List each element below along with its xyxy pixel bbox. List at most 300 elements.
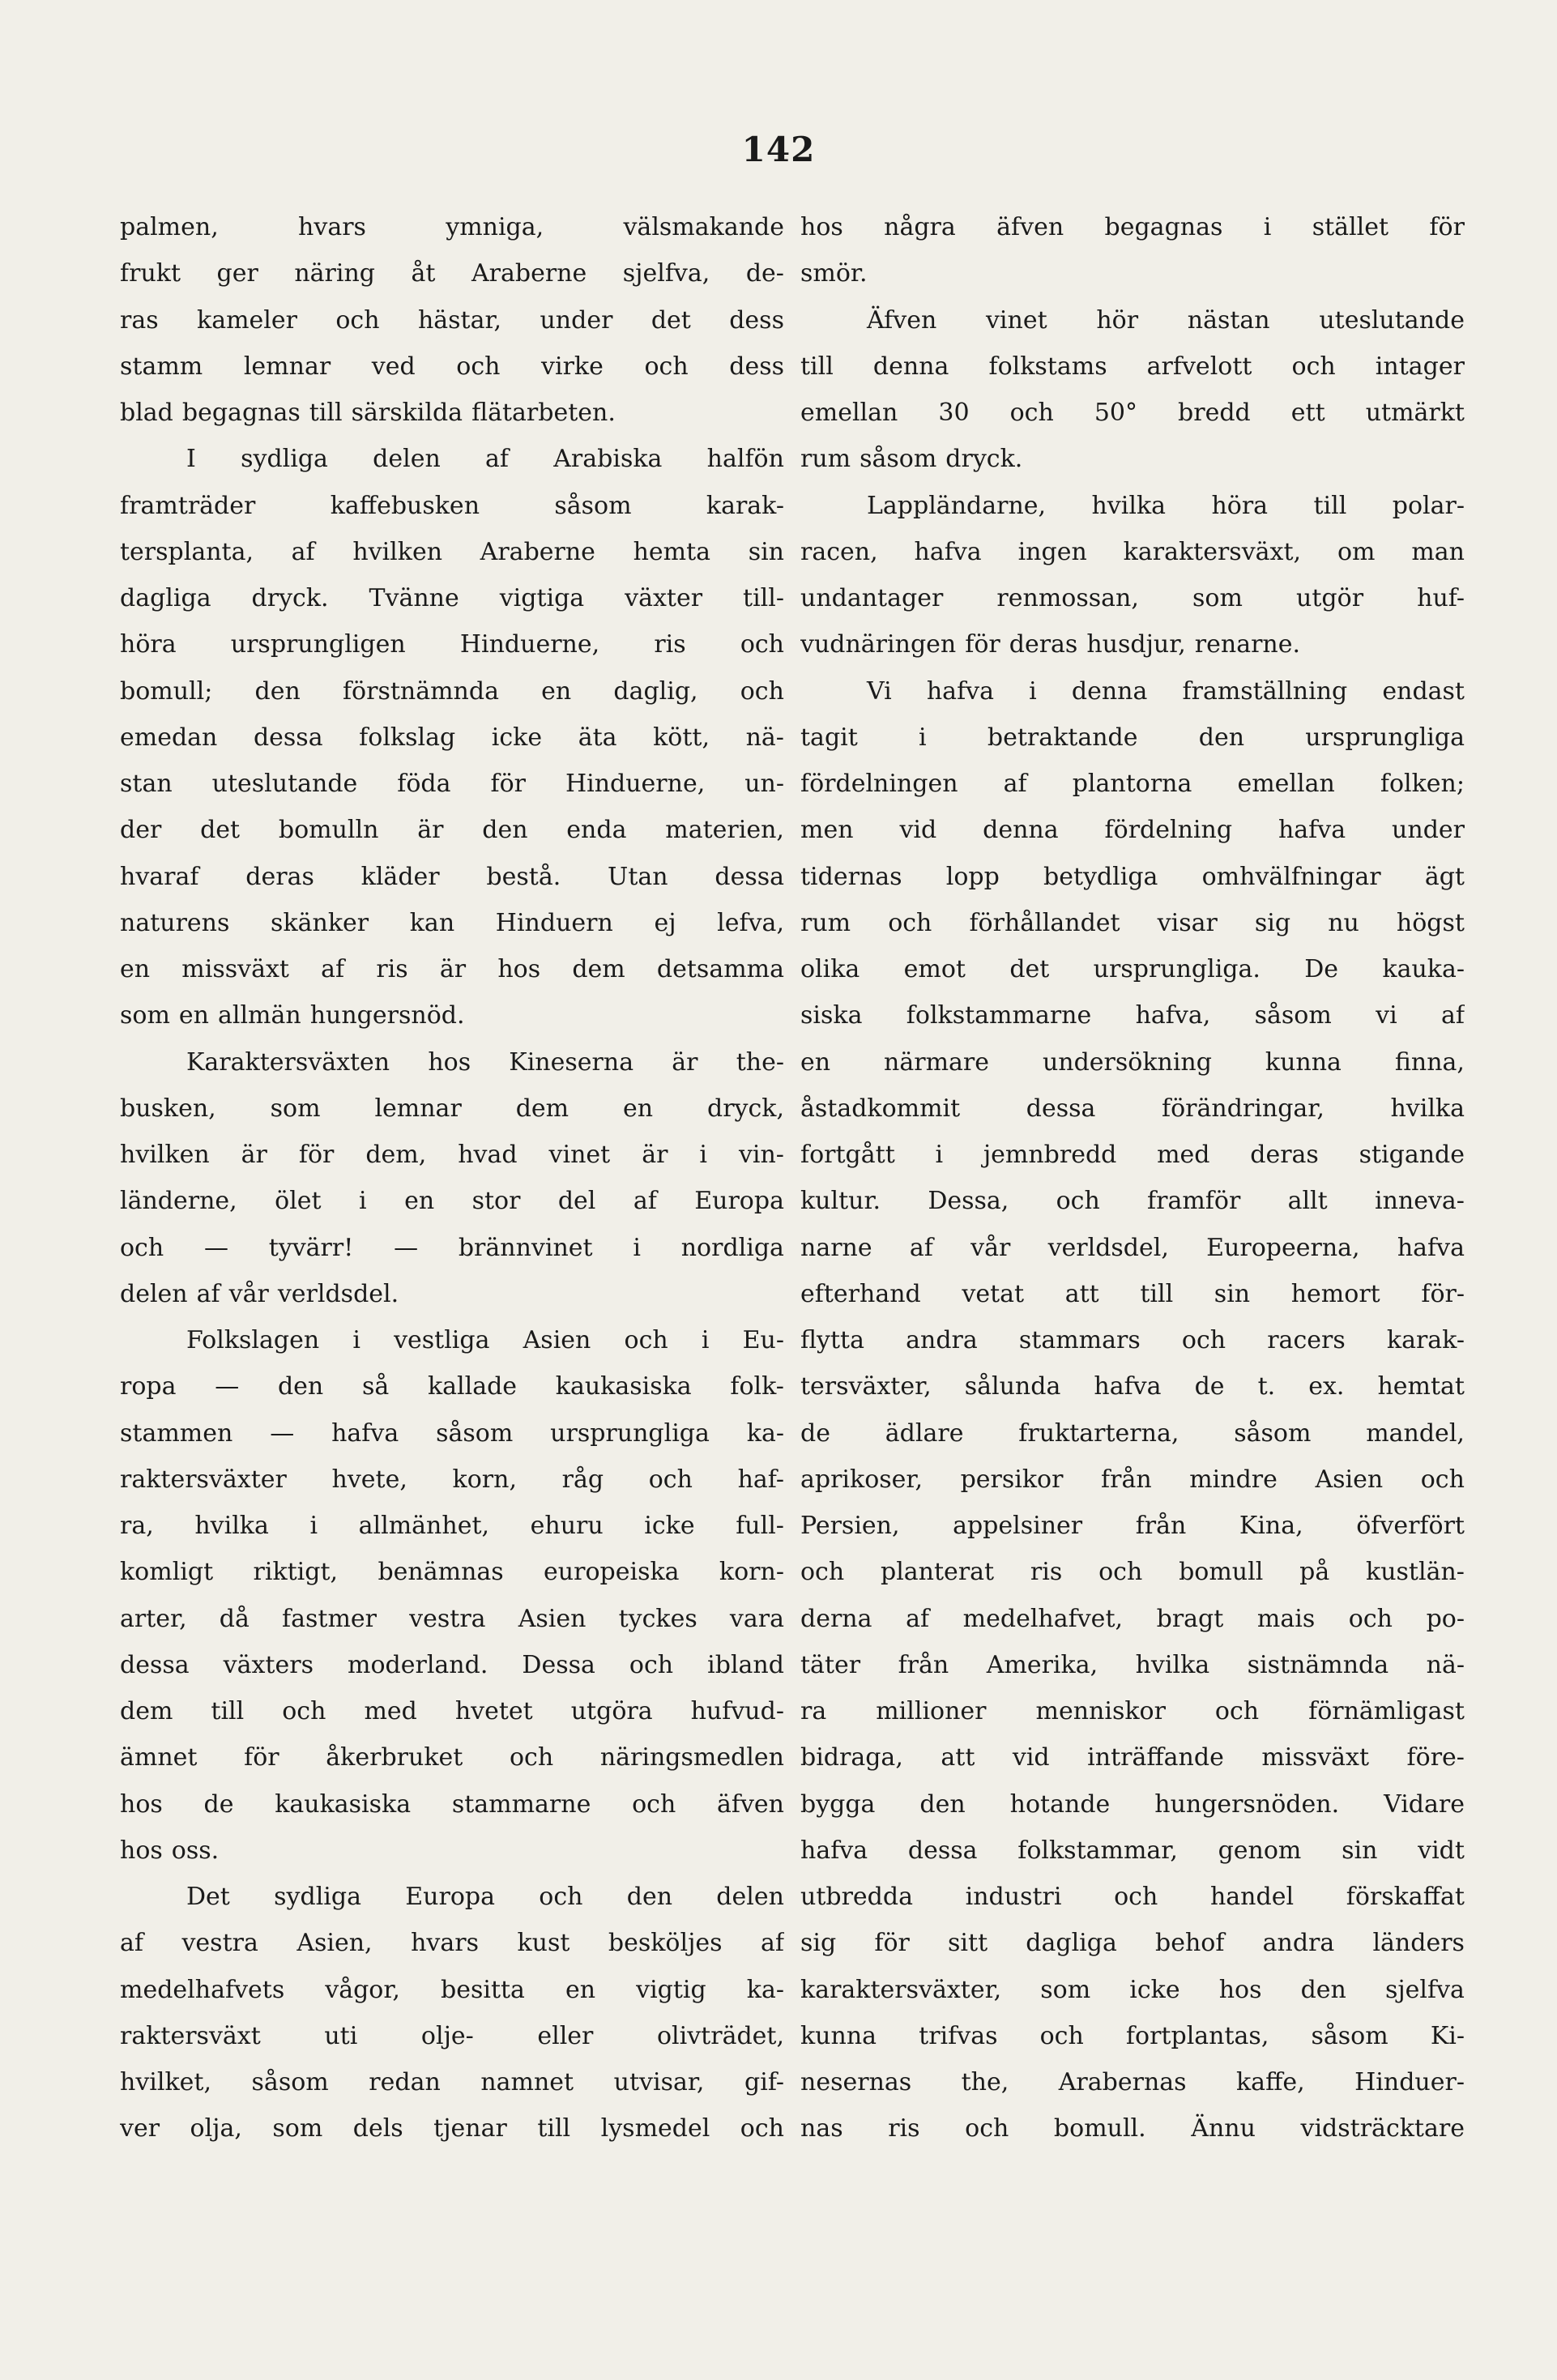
word: rum [800, 445, 851, 474]
word: folkslag [359, 723, 456, 752]
word: uteslutande [1319, 305, 1465, 335]
word: benämnas [378, 1558, 504, 1587]
word: hafva [800, 1836, 868, 1865]
word: är [642, 1141, 668, 1169]
word: hvilka [194, 1512, 269, 1540]
word: efterhand [800, 1279, 921, 1308]
word: Arabiska [553, 445, 663, 474]
word: korn, [452, 1465, 517, 1494]
word: Ki- [1430, 2021, 1465, 2050]
word: en [541, 676, 572, 706]
word: dryck. [945, 445, 1023, 474]
word: Hinduer- [1354, 2068, 1465, 2096]
word: hafva [1397, 1233, 1465, 1262]
word: af [760, 1929, 784, 1958]
word: medelhafvet, [962, 1604, 1124, 1633]
word: så [361, 1372, 390, 1401]
word: ölet [275, 1187, 322, 1216]
word: detsamma [656, 955, 784, 983]
word: siska [800, 1001, 863, 1030]
word: undantager [800, 584, 944, 612]
word: till [1140, 1279, 1174, 1308]
word: Kina, [1239, 1512, 1303, 1540]
word: fortgått [800, 1141, 895, 1169]
word: är [439, 955, 467, 983]
word: folkstammar, [1017, 1836, 1178, 1865]
word: och [888, 908, 932, 937]
word: bragt [1156, 1604, 1224, 1633]
word: det [651, 305, 691, 335]
word: och [1214, 1697, 1260, 1725]
word: ursprungliga [1305, 723, 1465, 752]
word: — [270, 1418, 295, 1448]
text-line [800, 1086, 1465, 1132]
word: lysmedel [600, 2114, 710, 2143]
text-line [120, 668, 784, 714]
word: ka- [746, 1975, 784, 2004]
word: jemnbredd [983, 1141, 1117, 1169]
word: såsom [1234, 1418, 1312, 1448]
word: fastmer [282, 1604, 378, 1633]
text-line [800, 1271, 1465, 1317]
word: och [335, 305, 380, 335]
word: daglig, [613, 676, 698, 706]
word: som [120, 1001, 170, 1030]
word: Araberne [471, 259, 587, 288]
word: en [178, 1001, 209, 1030]
word: dem, [365, 1141, 427, 1169]
word: — [215, 1372, 240, 1401]
word: denna [1071, 676, 1148, 706]
text-line [120, 1642, 784, 1688]
word: hvete, [331, 1465, 407, 1494]
word: till [1313, 491, 1347, 520]
word: och [1420, 1465, 1465, 1494]
word: med [1157, 1141, 1210, 1169]
word: hvilka [1135, 1650, 1210, 1679]
word: såsom [1254, 1001, 1332, 1030]
word: hvilket, [120, 2068, 211, 2096]
word: kaukasiska [275, 1789, 412, 1819]
word: nu [1328, 908, 1359, 937]
word: hvilka [1390, 1094, 1465, 1123]
word: af [909, 1233, 933, 1262]
word: emellan [800, 399, 898, 427]
text-line [120, 436, 784, 482]
word: högst [1396, 908, 1465, 937]
text-line [800, 390, 1465, 436]
word: vin- [738, 1141, 784, 1169]
text-line [800, 1457, 1465, 1503]
word: hafva [1094, 1372, 1162, 1401]
word: undersökning [1042, 1047, 1212, 1077]
word: och [120, 1233, 164, 1262]
word: dem [120, 1697, 173, 1725]
text-line [120, 1317, 784, 1363]
word: ursprungligen [230, 630, 406, 659]
word: förhållandet [969, 908, 1120, 937]
text-line [120, 1410, 784, 1457]
word: kött, [653, 723, 710, 752]
word: moderland. [348, 1650, 488, 1679]
word: vid [899, 816, 937, 845]
word: verldsdel. [277, 1279, 399, 1308]
word: haf- [737, 1465, 784, 1494]
word: hungersnöd. [309, 1001, 465, 1030]
word: korn- [719, 1558, 784, 1587]
word: sydliga [274, 1883, 361, 1911]
word: finna, [1394, 1047, 1465, 1077]
word: och [740, 676, 784, 706]
word: vestra [181, 1929, 258, 1958]
text-line [800, 297, 1465, 343]
word: po- [1426, 1604, 1465, 1633]
word: höra [1211, 491, 1269, 520]
word: ymniga, [446, 213, 544, 241]
word: för [1429, 213, 1465, 241]
word: utmärkt [1365, 399, 1465, 427]
word: blad [120, 399, 173, 427]
word: mandel, [1366, 1418, 1465, 1448]
text-line [800, 714, 1465, 761]
word: Hinduerne, [565, 770, 706, 798]
word: riktigt, [253, 1558, 339, 1587]
text-line [120, 1363, 784, 1410]
word: Folkslagen [186, 1326, 320, 1354]
word: af [1441, 1001, 1465, 1030]
text-line [120, 946, 784, 992]
word: i [309, 1512, 318, 1540]
text-line [800, 1178, 1465, 1224]
word: nesernas [800, 2068, 912, 2096]
text-line [800, 1874, 1465, 1920]
word: rum [800, 908, 851, 937]
word: i [633, 1233, 641, 1262]
word: enda [566, 816, 627, 845]
word: de- [745, 259, 784, 288]
word: till [309, 399, 343, 427]
word: karak- [1386, 1326, 1465, 1354]
word: hvilken [120, 1141, 210, 1169]
text-line [800, 1225, 1465, 1271]
word: framför [1147, 1187, 1241, 1216]
word: bredd [1178, 399, 1251, 427]
word: växter [625, 584, 703, 612]
text-line [120, 1688, 784, 1734]
word: Utan [608, 862, 668, 891]
word: emedan [120, 723, 218, 752]
word: t. [1257, 1372, 1276, 1401]
word: äfven [996, 213, 1064, 241]
text-line [800, 483, 1465, 529]
word: inträffande [1087, 1743, 1224, 1772]
word: näringsmedlen [599, 1743, 784, 1772]
word: såsom [1311, 2021, 1389, 2050]
word: Karaktersväxten [186, 1047, 390, 1077]
word: de [1194, 1372, 1225, 1401]
word: den [919, 1789, 966, 1819]
word: Äfven [867, 305, 937, 335]
word: en [404, 1187, 435, 1216]
word: gif- [744, 2068, 784, 2096]
text-line [800, 854, 1465, 900]
word: 50° [1094, 399, 1138, 427]
word: dess [729, 305, 784, 335]
word: utgöra [570, 1697, 653, 1725]
word: delen [716, 1883, 784, 1911]
word: deras [245, 862, 314, 891]
word: ras [120, 305, 159, 335]
word: sig [800, 1929, 837, 1958]
word: af [120, 1929, 143, 1958]
text-line [120, 1132, 784, 1178]
word: och [740, 630, 784, 659]
word: icke [644, 1512, 695, 1540]
word: hafva, [1135, 1001, 1211, 1030]
word: och [624, 1326, 668, 1354]
word: ursprungliga. [1093, 955, 1261, 983]
word: Asien [518, 1604, 587, 1633]
word: stammarne [451, 1789, 591, 1819]
text-line [800, 1688, 1465, 1734]
word: Amerika, [986, 1650, 1098, 1679]
word: allt [1287, 1187, 1328, 1216]
word: hör [1096, 305, 1139, 335]
word: mindre [1189, 1465, 1278, 1494]
text-line [800, 900, 1465, 946]
word: dessa [1026, 1094, 1096, 1123]
word: fördelningen [800, 770, 958, 798]
text-line [800, 2013, 1465, 2059]
word: Eu- [742, 1326, 784, 1354]
word: oss. [171, 1836, 220, 1865]
word: genom [1218, 1836, 1302, 1865]
word: karaktersväxt, [1123, 537, 1302, 566]
word: dess [729, 352, 784, 381]
word: förnämligast [1308, 1697, 1465, 1725]
word: kust [517, 1929, 570, 1958]
word: Vi [867, 676, 892, 706]
text-line [800, 1503, 1465, 1549]
word: karaktersväxter, [800, 1975, 1002, 2004]
word: vidt [1418, 1836, 1465, 1865]
word: hafva [331, 1418, 399, 1448]
word: i [699, 1141, 707, 1169]
word: på [1299, 1558, 1330, 1587]
word: Hinduern [495, 908, 613, 937]
word: hafva [1278, 816, 1346, 845]
word: dem [515, 1094, 569, 1123]
word: sin [748, 537, 784, 566]
word: stor [471, 1187, 521, 1216]
word: Arabernas [1058, 2068, 1187, 2096]
text-line [120, 1734, 784, 1781]
word: der [120, 816, 162, 845]
text-line [800, 668, 1465, 714]
word: frukt [120, 259, 181, 288]
word: mais [1256, 1604, 1316, 1633]
text-line [120, 807, 784, 853]
word: nästan [1187, 305, 1270, 335]
word: flytta [800, 1326, 864, 1354]
text-line [120, 2105, 784, 2152]
word: denna [983, 816, 1059, 845]
text-line [120, 1503, 784, 1549]
text-line [120, 1457, 784, 1503]
text-line [800, 946, 1465, 992]
text-line [120, 1178, 784, 1224]
word: nä- [745, 723, 784, 752]
word: hemta [633, 537, 711, 566]
word: tyckes [618, 1604, 697, 1633]
word: handel [1209, 1883, 1295, 1911]
text-line [800, 621, 1465, 668]
word: täter [800, 1650, 861, 1679]
word: brännvinet [458, 1233, 593, 1262]
word: eller [537, 2021, 594, 2050]
word: den [482, 816, 528, 845]
word: den [1300, 1975, 1346, 2004]
word: hvad [458, 1141, 518, 1169]
word: Ännu [1191, 2114, 1256, 2143]
text-line [800, 1549, 1465, 1595]
text-line [800, 1363, 1465, 1410]
word: ej [654, 908, 676, 937]
word: föda [397, 770, 451, 798]
word: Araberne [480, 537, 595, 566]
text-line [800, 529, 1465, 575]
word: hafva [914, 537, 982, 566]
text-line [120, 483, 784, 529]
left-text-column [120, 204, 784, 2152]
word: för [298, 1141, 335, 1169]
text-line [120, 1920, 784, 1966]
word: kaffe, [1236, 2068, 1305, 2096]
page-number: 142 [741, 130, 816, 169]
word: renarne. [1194, 630, 1301, 659]
text-line [800, 343, 1465, 390]
word: busken, [120, 1094, 216, 1123]
word: fortplantas, [1125, 2021, 1269, 2050]
word: Det [186, 1883, 230, 1911]
word: vetat [962, 1279, 1025, 1308]
word: ris [1030, 1558, 1063, 1587]
word: deras [1009, 630, 1078, 659]
word: och [632, 1789, 676, 1819]
word: ett [1290, 399, 1325, 427]
word: naturens [120, 908, 230, 937]
word: emellan [1237, 770, 1335, 798]
text-line [800, 1734, 1465, 1781]
word: af [321, 955, 345, 983]
word: raktersväxter [120, 1465, 287, 1494]
word: lemnar [374, 1094, 462, 1123]
text-line [120, 761, 784, 807]
word: Tvänne [369, 584, 459, 612]
word: hvars [298, 213, 366, 241]
word: för [965, 630, 1000, 659]
word: växters [223, 1650, 314, 1679]
word: åt [411, 259, 436, 288]
text-line [120, 2013, 784, 2059]
word: bidraga, [800, 1743, 903, 1772]
word: af [633, 1187, 657, 1216]
word: kultur. [800, 1187, 881, 1216]
text-line [800, 992, 1465, 1039]
text-line [120, 390, 784, 436]
word: — [394, 1233, 419, 1262]
word: Asien [1315, 1465, 1384, 1494]
word: ra [800, 1697, 827, 1725]
word: bomulln [278, 816, 379, 845]
word: betydliga [1043, 862, 1158, 891]
word: af [291, 537, 315, 566]
word: vid [1012, 1743, 1050, 1772]
word: halfön [706, 445, 784, 474]
word: behof [1155, 1929, 1225, 1958]
word: verldsdel, [1047, 1233, 1169, 1262]
word: som [1192, 584, 1243, 612]
word: då [219, 1604, 250, 1633]
word: kallade [427, 1372, 518, 1401]
word: del [557, 1187, 596, 1216]
word: sistnämnda [1247, 1650, 1389, 1679]
word: vinet [985, 305, 1047, 335]
word: ver [120, 2114, 160, 2143]
word: hästar, [417, 305, 502, 335]
word: medelhafvets [120, 1975, 285, 2004]
word: bomull; [120, 676, 213, 706]
word: i [359, 1187, 367, 1216]
word: redan [369, 2068, 441, 2096]
word: och [629, 1650, 674, 1679]
text-line [800, 436, 1465, 482]
word: vudnäringen [800, 630, 957, 659]
word: som [1040, 1975, 1091, 2004]
word: vinet [548, 1141, 611, 1169]
word: derna [800, 1604, 872, 1633]
word: flätarbeten. [471, 399, 616, 427]
word: tagit [800, 723, 858, 752]
word: dagliga [120, 584, 211, 612]
word: folkstams [988, 352, 1107, 381]
word: andra [906, 1326, 978, 1354]
word: och [509, 1743, 554, 1772]
word: arter, [120, 1604, 187, 1633]
word: renmossan, [996, 584, 1139, 612]
word: De [1304, 955, 1339, 983]
word: arfvelott [1146, 352, 1252, 381]
word: tyvärr! [268, 1233, 354, 1262]
word: bygga [800, 1789, 876, 1819]
word: sydliga [241, 445, 328, 474]
word: kan [409, 908, 455, 937]
word: the- [736, 1047, 784, 1077]
text-line [120, 204, 784, 250]
word: under [1392, 816, 1465, 845]
word: endast [1382, 676, 1465, 706]
word: trifvas [919, 2021, 998, 2050]
word: sjelfva [1384, 1975, 1465, 2004]
word: vår [970, 1233, 1011, 1262]
word: olivträdet, [656, 2021, 784, 2050]
word: dagliga [1026, 1929, 1117, 1958]
word: och [644, 352, 689, 381]
word: ex. [1308, 1372, 1345, 1401]
word: före- [1406, 1743, 1465, 1772]
word: till [211, 1697, 245, 1725]
word: är [672, 1047, 698, 1077]
